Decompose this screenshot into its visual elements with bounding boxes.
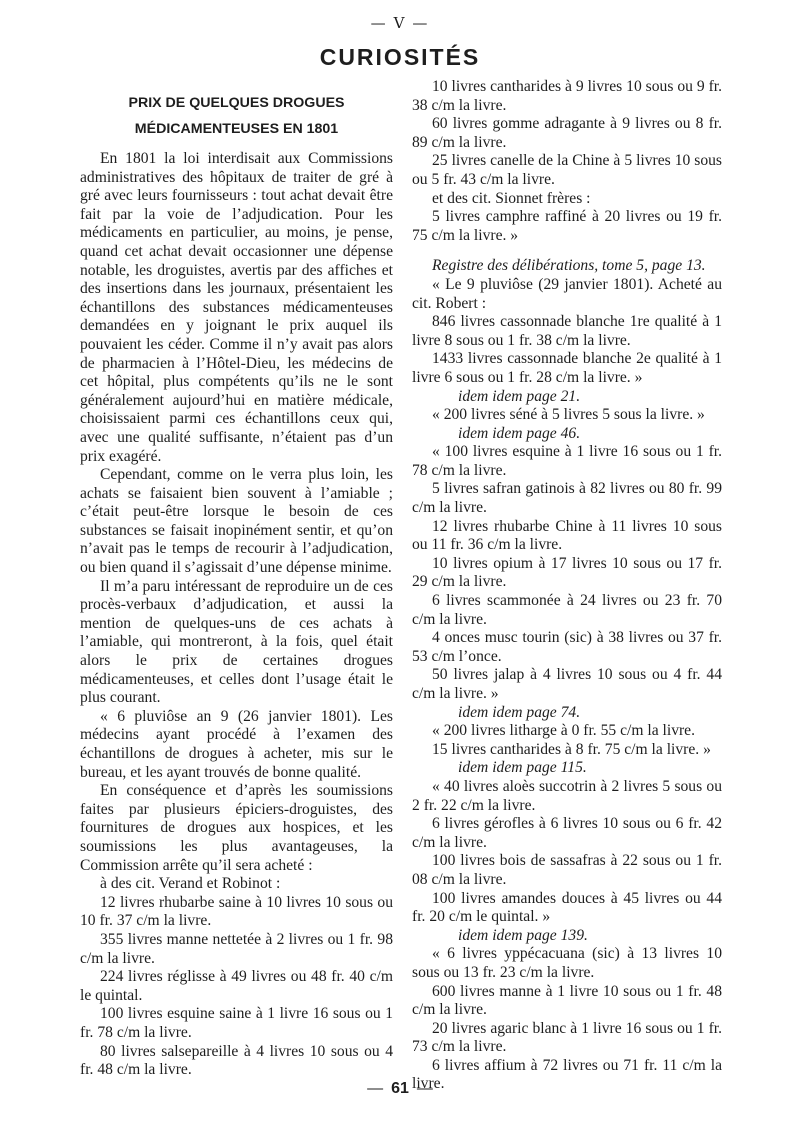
price-entry: 600 livres manne à 1 livre 10 sous ou 1 fr. 48 c/m la livre. [412,982,722,1019]
price-entry: « 200 livres séné à 5 livres 5 sous la livre. » [432,406,705,424]
price-entry: « 6 livres yppécacuana (sic) à 13 livres 10 sous ou 13 fr. 23 c/m la livre. [412,945,722,981]
idem-reference: idem idem page 46. [458,424,581,442]
price-entry: 100 livres esquine saine à 1 livre 16 sous ou 1 fr. 78 c/m la livre. [80,1005,393,1041]
idem-reference: idem idem page 115. [458,759,587,777]
price-entry: 6 livres affium à 72 livres ou 71 fr. 11 c/m la livre. [412,1056,722,1093]
price-entry: 1433 livres cassonnade blanche 2e qualité à 1 livre 6 sous ou 1 fr. 28 c/m la livre. » [412,350,722,386]
price-entry: 100 livres amandes douces à 45 livres ou 44 fr. 20 c/m le quintal. » [412,889,722,926]
paragraph: Il m’a paru intéressant de reproduire un de ces procès-verbaux d’adjudication, et aussi la mention de quelques-uns de ces achats à l’amiable, qui montreront, à la fois, quel était alors le prix de certaines drogues médicamenteuses, et celles dont l’usage était le plus courant. [80,577,393,707]
price-entry: 6 livres gérofles à 6 livres 10 sous ou 6 fr. 42 c/m la livre. [412,815,722,851]
price-entry: 846 livres cassonnade blanche 1re qualité à 1 livre 8 sous ou 1 fr. 38 c/m la livre. [412,313,722,349]
price-entry: 355 livres manne nettetée à 2 livres ou 1 fr. 98 c/m la livre. [80,930,393,967]
price-entry: 15 livres cantharides à 8 fr. 75 c/m la livre. » [432,740,711,758]
price-entry: 60 livres gomme adragante à 9 livres ou 8 fr. 89 c/m la livre. [412,115,722,151]
price-entry: 4 onces musc tourin (sic) à 38 livres ou 37 fr. 53 c/m l’once. [412,629,722,665]
paragraph: « 6 pluviôse an 9 (26 janvier 1801). Les médecins ayant procédé à l’examen des échantillons de drogues à acheter, mis sur le bureau, et les ayant trouvés de bonne qualité. [80,707,393,781]
price-entry: 25 livres canelle de la Chine à 5 livres 10 sous ou 5 fr. 43 c/m la livre. [412,152,722,188]
price-entry: 10 livres cantharides à 9 livres 10 sous ou 9 fr. 38 c/m la livre. [412,78,722,114]
price-entry: 20 livres agaric blanc à 1 livre 16 sous ou 1 fr. 73 c/m la livre. [412,1019,722,1056]
price-entry: « 40 livres aloès succotrin à 2 livres 5 sous ou 2 fr. 22 c/m la livre. [412,777,722,814]
paragraph: En conséquence et d’après les soumissions faites par plusieurs épiciers-droguistes, des fournitures de drogues aux hospices, et les soumissions les plus avantageuses, la Commission arrête qu’il sera acheté : [80,782,393,874]
right-column [412,78,722,1094]
price-entry: 50 livres jalap à 4 livres 10 sous ou 4 fr. 44 c/m la livre. » [412,666,722,702]
idem-reference: idem idem page 74. [458,703,581,721]
price-entry: 5 livres camphre raffiné à 20 livres ou 19 fr. 75 c/m la livre. » [412,208,722,244]
paragraph: « Le 9 pluviôse (29 janvier 1801). Acheté au cit. Robert : [412,275,722,312]
idem-reference: idem idem page 139. [458,926,588,944]
register-reference: Registre des délibérations, tome 5, page 13. [432,257,706,275]
article-title [80,90,393,142]
supplier-line: et des cit. Sionnet frères : [432,189,591,207]
paragraph: à des cit. Verand et Robinot : [100,875,281,893]
price-entry: 12 livres rhubarbe Chine à 11 livres 10 sous ou 11 fr. 36 c/m la livre. [412,517,722,554]
price-entry: 6 livres scammonée à 24 livres ou 23 fr. 70 c/m la livre. [412,592,722,628]
paragraph: En 1801 la loi interdisait aux Commissions administratives des hôpitaux de traiter de gré à gré avec leurs fournisseurs : tout achat devait être fait par la voie de l’adjudication. Pour les médicaments en particulier, au moins, je pense, quand cet achat devait occasionner une dépense notable, les droguistes, avertis par des affiches et des insertions dans les journaux, présentaient les échantillons des substances médicamenteuses demandées en y joignant le prix auquel ils pouvaient les céder. Comme il n’y avait pas alors de pharmacien à l’Hôtel-Dieu, les médecins de cet hôpital, plus compétents qu’ils ne le sont généralement aujourd’hui en matière médicale, choisissaient parmi ces échantillons ceux qui, avec une qualité suffisante, n’étaient pas d’un prix exagéré. [80,150,393,465]
price-entry: 100 livres bois de sassafras à 22 sous ou 1 fr. 08 c/m la livre. [412,852,722,888]
section-title: CURIOSITÉS [319,44,481,70]
price-entry: 5 livres safran gatinois à 82 livres ou 80 fr. 99 c/m la livre. [412,480,722,517]
paragraph: Cependant, comme on le verra plus loin, les achats se faisaient bien souvent à l’amiable ; c’était peut-être lorsque le besoin de ces substances se faisait inopinément sentir, et qu’on n’avait pas le temps de recourir à l’adjudication, ou bien quand il s’agissait d’une dépense minime. [80,466,393,577]
article-title-line2: MÉDICAMENTEUSES EN 1801 [134,121,339,137]
price-entry: 224 livres réglisse à 49 livres ou 48 fr. 40 c/m le quintal. [80,968,393,1004]
running-head-roman: — V — [0,14,800,32]
price-entry: 80 livres salsepareille à 4 livres 10 sous ou 4 fr. 48 c/m la livre. [80,1042,393,1079]
page-number: — 61 — [0,1080,800,1098]
left-column [80,78,393,1080]
price-entry: « 200 livres litharge à 0 fr. 55 c/m la livre. [432,722,696,740]
article-title-line1: PRIX DE QUELQUES DROGUES [128,95,345,111]
price-entry: « 100 livres esquine à 1 livre 16 sous ou 1 fr. 78 c/m la livre. [412,443,722,479]
price-entry: 10 livres opium à 17 livres 10 sous ou 17 fr. 29 c/m la livre. [412,554,722,591]
idem-reference: idem idem page 21. [458,387,581,405]
price-entry: 12 livres rhubarbe saine à 10 livres 10 sous ou 10 fr. 37 c/m la livre. [80,893,393,930]
